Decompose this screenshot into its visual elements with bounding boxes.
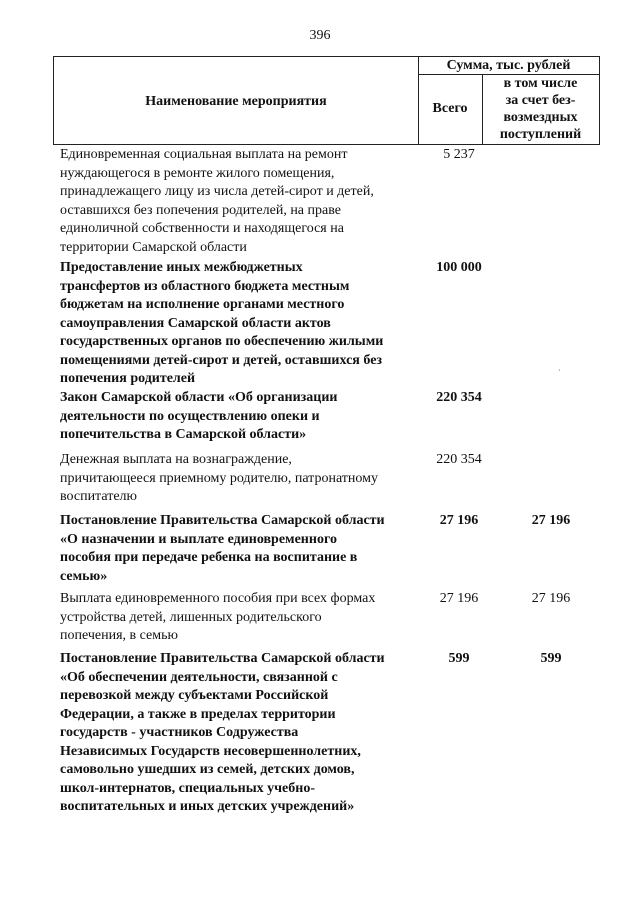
row-including: 27 196 (531, 591, 571, 606)
row-title: Единовременная социальная выплата на ремонт нуждающегося в ремонте жилого помещения, принадлежащего лицу из числа детей-сирот и детей, оставшихся без попечения родителей, на праве единоличной собственности и находящегося на территории Самарской области (60, 147, 374, 255)
scan-speck: · (558, 366, 561, 375)
header-sum-title: Сумма, тыс. рублей (446, 58, 571, 73)
row-total: 27 196 (439, 513, 479, 528)
row-title: Закон Самарской области «Об организации деятельности по осуществлению опеки и попечительства в Самарской области» (60, 390, 338, 442)
table-header (53, 56, 600, 145)
row-total: 599 (448, 651, 470, 666)
row-title: Постановление Правительства Самарской области «О назначении и выплате единовременного пособия при передаче ребенка на воспитание в семью» (60, 513, 385, 584)
row-total: 100 000 (436, 260, 482, 275)
header-including-column: в том числе за счет без- возмездных поступлений (499, 76, 582, 142)
header-name-column: Наименование мероприятия (145, 93, 327, 109)
row-including: 599 (540, 651, 562, 666)
row-total: 5 237 (443, 147, 475, 162)
row-title: Предоставление иных межбюджетных трансфертов из областного бюджета местным бюджетам на исполнение органами местного самоуправления Самарской области актов государственных органов по обеспечению жилыми помещениями детей-сирот и детей, оставшихся без попечения родителей (60, 260, 384, 386)
row-title: Выплата единовременного пособия при всех формах устройства детей, лишенных родительского попечения, в семью (60, 591, 376, 643)
header-total-column: Всего (432, 101, 468, 116)
row-title: Денежная выплата на вознаграждение, причитающееся приемному родителю, патронатному воспитателю (60, 452, 379, 504)
row-total: 220 354 (436, 452, 482, 467)
row-total: 220 354 (436, 390, 482, 405)
row-title: Постановление Правительства Самарской области «Об обеспечении деятельности, связанной с перевозкой между субъектами Российской Федерации, а также в пределах территории государств - участников Содружества Независимых Государств несовершеннолетних, самовольно ушедших из семей, детских домов, школ-интернатов, специальных учебно- воспитательных и иных детских учреждений» (60, 651, 385, 814)
row-total: 27 196 (439, 591, 479, 606)
row-including: 27 196 (531, 513, 571, 528)
page-number: 396 (309, 28, 331, 43)
